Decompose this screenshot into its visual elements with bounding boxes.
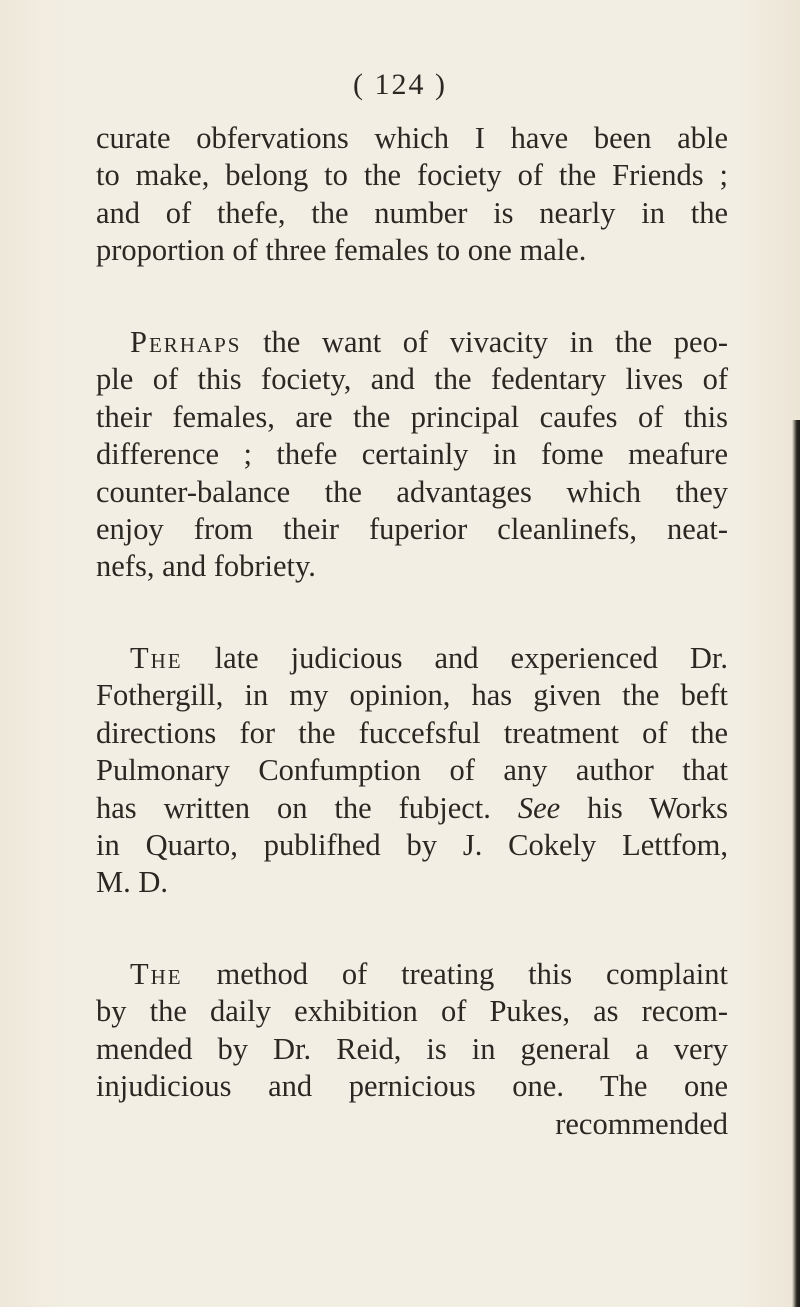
text-line: curate obfervations which I have been able (96, 121, 728, 155)
text-line: directions for the fuccefsful treatment of the (96, 715, 728, 750)
text-line (96, 640, 728, 677)
text-fragment: has written on the fubject. (96, 790, 491, 825)
text-line: Pulmonary Confumption of any author that (96, 753, 728, 788)
text-line: ple of this fociety, and the fedentary lives of (96, 362, 728, 397)
paragraph-lead-word: The (130, 957, 183, 991)
text-fragment: the want of vivacity in the peo- (241, 325, 728, 359)
italic-see: See (517, 790, 561, 825)
text-line: mended by Dr. Reid, is in general a very (96, 1031, 728, 1066)
text-line: their females, are the principal caufes of this (96, 399, 728, 434)
paragraph-4 (96, 956, 728, 1143)
page-edge-shadow (792, 420, 800, 1307)
text-line: to make, belong to the fociety of the Friends ; (96, 158, 728, 193)
text-fragment: method of treating this complaint (182, 957, 728, 991)
text-line: counter-balance the advantages which they (96, 474, 728, 509)
page-number: ( 124 ) (353, 68, 447, 101)
text-line: in Quarto, publifhed by J. Cokely Lettfom, (96, 828, 728, 863)
catchword: recommended (555, 1106, 728, 1141)
text-fragment: late judicious and experienced Dr. (182, 641, 728, 675)
paragraph-3 (96, 640, 728, 902)
text-fragment: his Works (560, 790, 728, 825)
text-line: M. D. (96, 865, 169, 900)
text-line: enjoy from their fuperior cleanlinefs, neat- (96, 512, 728, 547)
text-line: injudicious and pernicious one. The one (96, 1069, 728, 1104)
text-line (96, 956, 728, 993)
text-line: by the daily exhibition of Pukes, as recom- (96, 994, 728, 1029)
paragraph-2 (96, 324, 728, 586)
paragraph-lead-word: The (130, 641, 183, 675)
text-line: nefs, and fobriety. (96, 549, 316, 584)
text-line: and of thefe, the number is nearly in the (96, 195, 728, 230)
paragraph-1 (96, 120, 728, 270)
text-line: Fothergill, in my opinion, has given the beft (96, 678, 728, 713)
text-line: difference ; thefe certainly in fome meafure (96, 437, 728, 472)
text-line (96, 790, 728, 827)
text-line: proportion of three females to one male. (96, 233, 587, 268)
text-line (96, 324, 728, 361)
paragraph-lead-word: Perhaps (130, 325, 242, 359)
